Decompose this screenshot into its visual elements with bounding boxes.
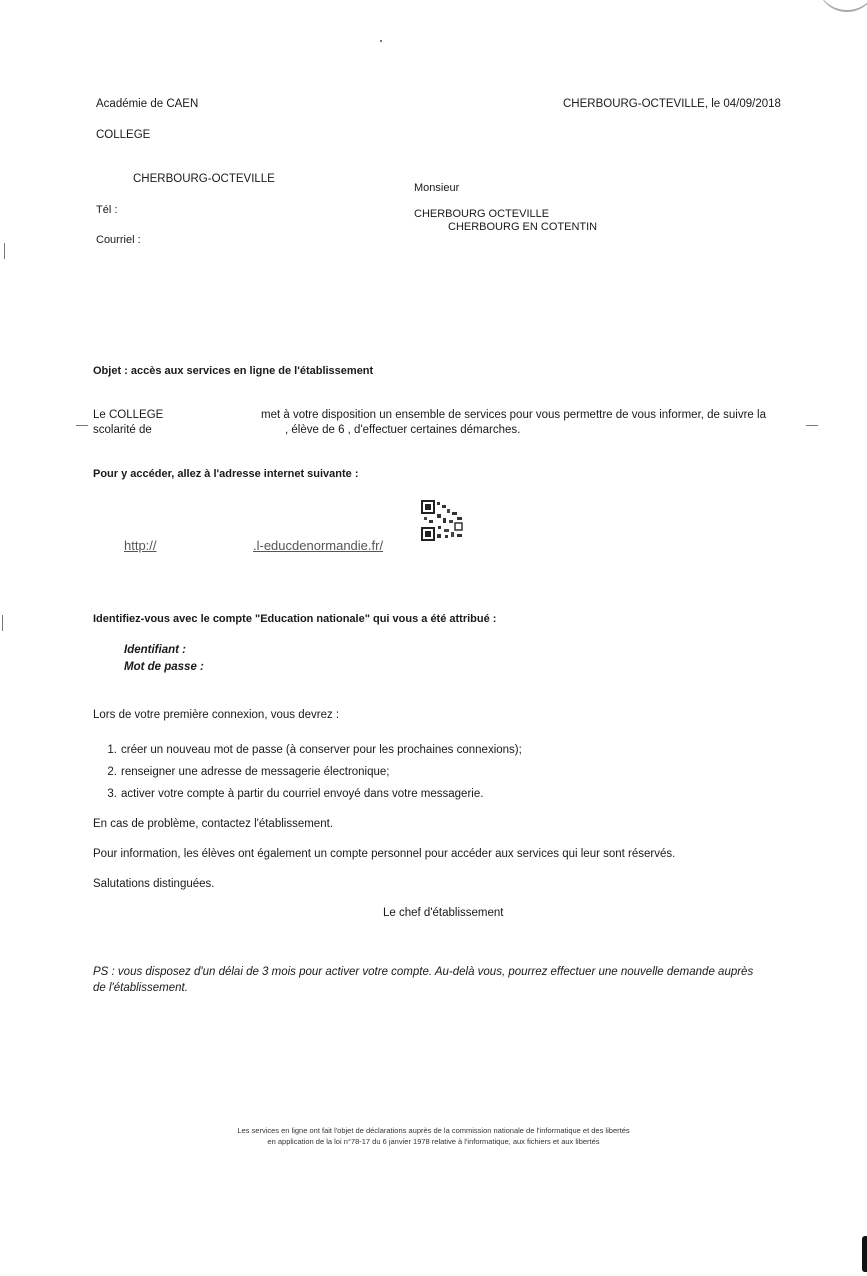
footer-line2: en application de la loi n°78-17 du 6 janvier 1978 relative à l'informatique, aux fichiers et aux libertés bbox=[267, 1137, 600, 1146]
step-item bbox=[93, 766, 390, 778]
scan-dot bbox=[380, 40, 382, 42]
login-label: Identifiant : bbox=[124, 644, 186, 656]
step-item bbox=[93, 744, 522, 756]
intro-line1: met à votre disposition un ensemble de services pour vous permettre de vous informer, de suivre la bbox=[261, 409, 766, 421]
qr-code bbox=[421, 500, 465, 542]
signature: Le chef d'établissement bbox=[383, 907, 504, 919]
scan-dot bbox=[2, 615, 3, 631]
email-label: Courriel : bbox=[96, 234, 141, 246]
object-line: Objet : accès aux services en ligne de l'établissement bbox=[93, 365, 374, 377]
city-date: CHERBOURG-OCTEVILLE, le 04/09/2018 bbox=[563, 98, 781, 110]
password-label: Mot de passe : bbox=[124, 661, 204, 673]
academy-name: Académie de CAEN bbox=[96, 98, 199, 110]
scan-dash bbox=[806, 425, 818, 426]
ps-line1: PS : vous disposez d'un délai de 3 mois pour activer votre compte. Au-delà vous, pourrez effectuer une nouvelle demande auprès bbox=[93, 966, 754, 978]
college-city: CHERBOURG-OCTEVILLE bbox=[133, 173, 275, 185]
greetings-text: Salutations distinguées. bbox=[93, 878, 215, 890]
step-number: 2. bbox=[107, 766, 117, 778]
tel-label: Tél : bbox=[96, 204, 118, 216]
access-heading: Pour y accéder, allez à l'adresse internet suivante : bbox=[93, 468, 359, 480]
intro-line2-start: scolarité de bbox=[93, 424, 152, 436]
recipient-line1: CHERBOURG OCTEVILLE bbox=[414, 208, 550, 220]
scan-dot bbox=[4, 243, 5, 259]
identify-heading: Identifiez-vous avec le compte "Education nationale" qui vous a été attribué : bbox=[93, 613, 497, 625]
footer-line1: Les services en ligne ont fait l'objet de déclarations auprès de la commission nationale de l'informatique et des libertés bbox=[237, 1126, 630, 1135]
recipient-title: Monsieur bbox=[414, 182, 460, 194]
intro-college-label: Le COLLEGE bbox=[93, 409, 164, 421]
step-text: renseigner une adresse de messagerie électronique; bbox=[121, 766, 390, 778]
scan-edge-mark bbox=[862, 1236, 867, 1272]
ps-line2: de l'établissement. bbox=[93, 982, 188, 994]
step-number: 1. bbox=[107, 744, 117, 756]
intro-line2: , élève de 6 , d'effectuer certaines démarches. bbox=[285, 424, 521, 436]
step-item bbox=[93, 788, 483, 800]
first-login-text: Lors de votre première connexion, vous devrez : bbox=[93, 709, 340, 721]
url-prefix[interactable]: http:// bbox=[124, 538, 157, 553]
info-text: Pour information, les élèves ont également un compte personnel pour accéder aux services qui leur sont réservés. bbox=[93, 848, 676, 860]
scan-dash bbox=[76, 425, 88, 426]
problem-text: En cas de problème, contactez l'établissement. bbox=[93, 818, 333, 830]
step-text: créer un nouveau mot de passe (à conserver pour les prochaines connexions); bbox=[121, 744, 522, 756]
step-number: 3. bbox=[107, 788, 117, 800]
step-text: activer votre compte à partir du courriel envoyé dans votre messagerie. bbox=[121, 788, 484, 800]
url-link[interactable]: .l-educdenormandie.fr/ bbox=[253, 538, 384, 553]
scan-edge-curve bbox=[817, 0, 867, 12]
college-label: COLLEGE bbox=[96, 129, 151, 141]
recipient-line2: CHERBOURG EN COTENTIN bbox=[448, 221, 598, 233]
